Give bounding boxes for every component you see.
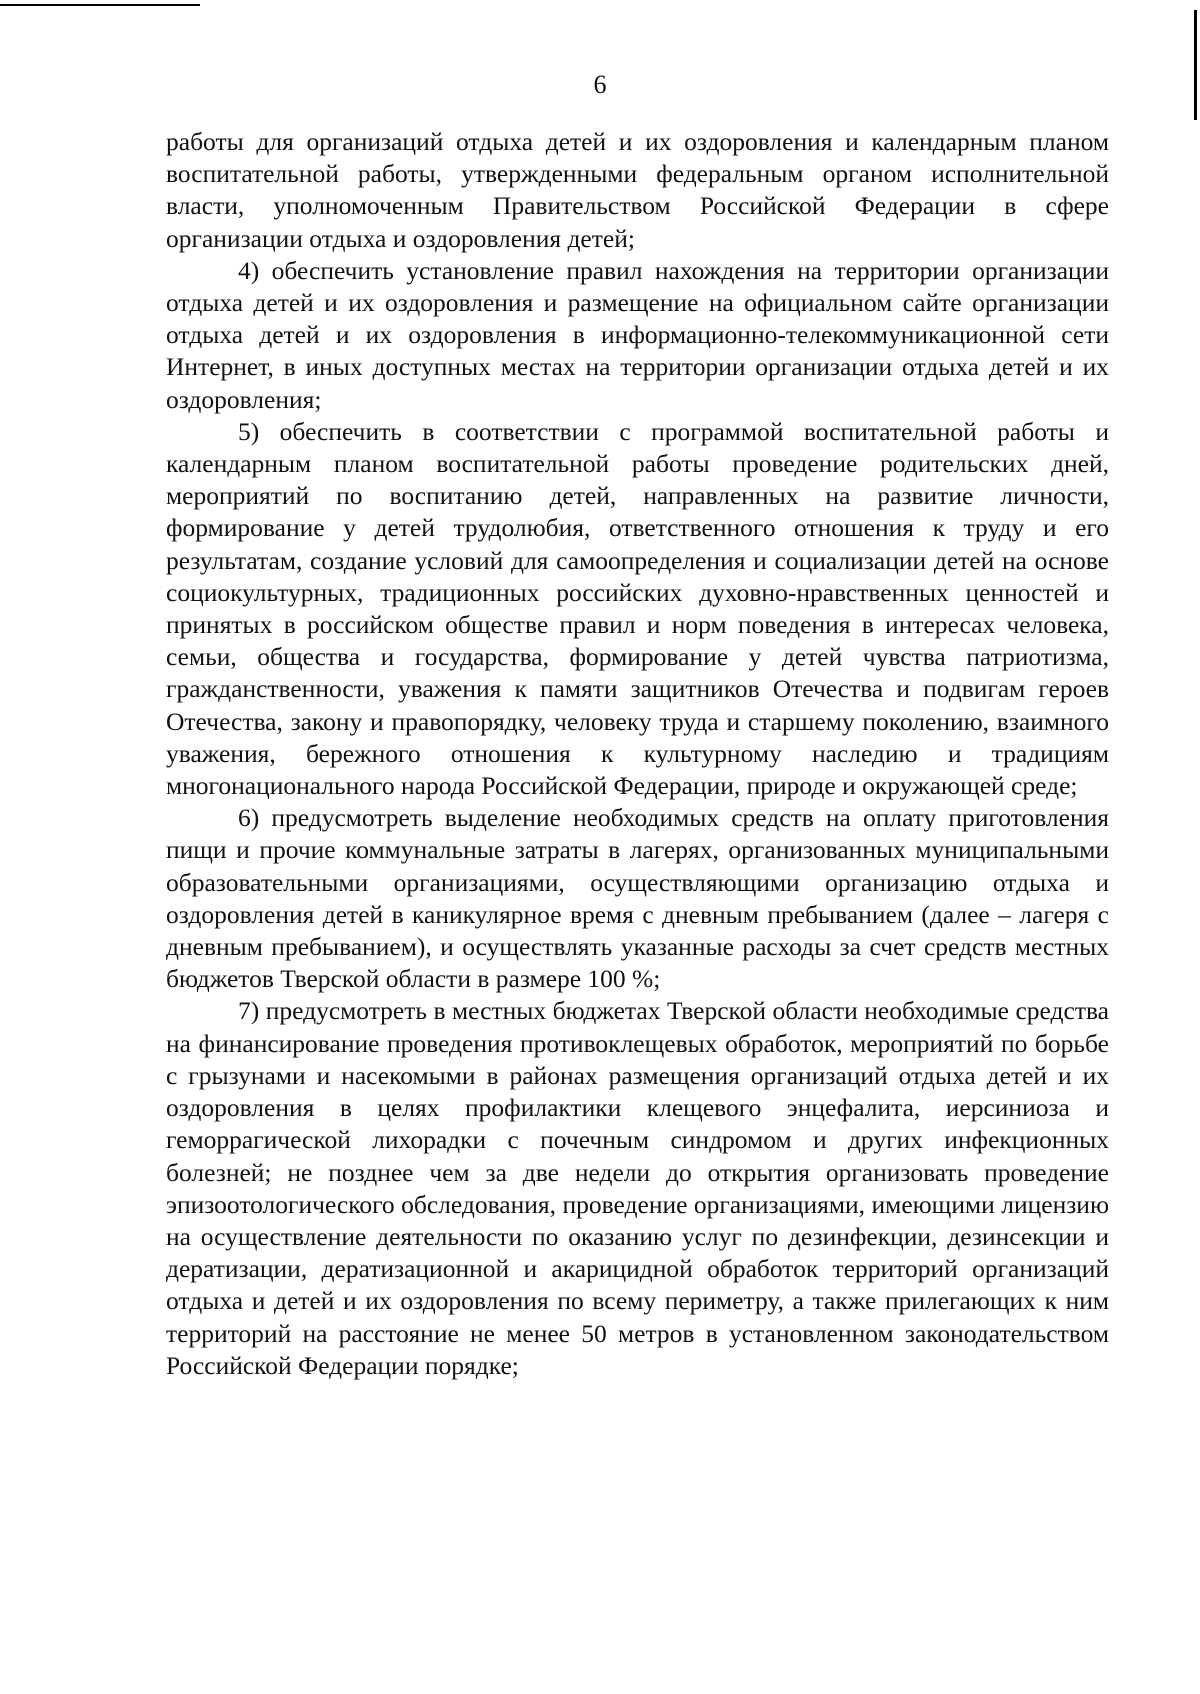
- paragraph-continuation: работы для организаций отдыха детей и их оздоровления и календарным планом воспитательной работы, утвержденными федеральным органом исполнительной власти, уполномоченным Правительством Российской Федерации в сфере организации отдыха и оздоровления детей;: [166, 127, 1109, 253]
- scan-edge-line-right: [1194, 10, 1197, 120]
- page-number: 6: [593, 70, 607, 99]
- paragraph-item-4: 4) обеспечить установление правил нахождения на территории организации отдыха детей и их оздоровления и размещение на официальном сайте организации отдыха детей и их оздоровления в информационно-телекоммуникационной сети Интернет, в иных доступных местах на территории организации отдыха детей и их оздоровления;: [166, 255, 1109, 414]
- paragraph-item-6: 6) предусмотреть выделение необходимых средств на оплату приготовления пищи и прочие коммунальные затраты в лагерях, организованных муниципальными образовательными организациями, осуществляющими организацию отдыха и оздоровления детей в каникулярное время с дневным пребыванием (далее – лагеря с дневным пребыванием), и осуществлять указанные расходы за счет средств местных бюджетов Тверской области в размере 100 %;: [166, 803, 1109, 994]
- document-body: [166, 126, 1109, 1382]
- paragraph-item-5: 5) обеспечить в соответствии с программой воспитательной работы и календарным планом воспитательной работы проведение родительских дней, мероприятий по воспитанию детей, направленных на развитие личности, формирование у детей трудолюбия, ответственного отношения к труду и его результатам, создание условий для самоопределения и социализации детей на основе социокультурных, традиционных российских духовно-нравственных ценностей и принятых в российском обществе правил и норм поведения в интересах человека, семьи, общества и государства, формирование у детей чувства патриотизма, гражданственности, уважения к памяти защитников Отечества и подвигам героев Отечества, закону и правопорядку, человеку труда и старшему поколению, взаимного уважения, бережного отношения к культурному наследию и традициям многонационального народа Российской Федерации, природе и окружающей среде;: [166, 416, 1109, 801]
- paragraph-item-7: 7) предусмотреть в местных бюджетах Тверской области необходимые средства на финансирование проведения противоклещевых обработок, мероприятий по борьбе с грызунами и насекомыми в районах размещения организаций отдыха детей и их оздоровления в целях профилактики клещевого энцефалита, иерсиниоза и геморрагической лихорадки с почечным синдромом и других инфекционных болезней; не позднее чем за две недели до открытия организовать проведение эпизоотологического обследования, проведение организациями, имеющими лицензию на осуществление деятельности по оказанию услуг по дезинфекции, дезинсекции и дератизации, дератизационной и акарицидной обработок территорий организаций отдыха и детей и их оздоровления по всему периметру, а также прилегающих к ним территорий на расстояние не менее 50 метров в установленном законодательством Российской Федерации порядке;: [166, 996, 1109, 1380]
- scan-edge-line-top: [0, 4, 200, 6]
